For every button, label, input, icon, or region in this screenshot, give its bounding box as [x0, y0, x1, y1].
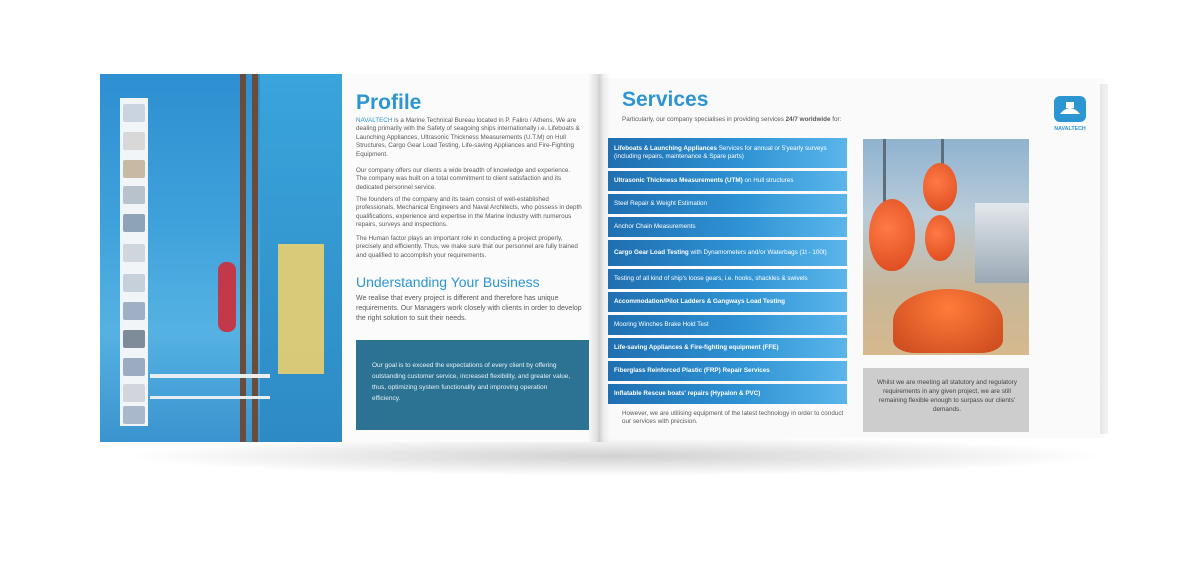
deck-railing — [150, 374, 270, 378]
book-spine — [588, 74, 610, 442]
navaltech-logo-text: NAVALTECH — [1054, 126, 1086, 132]
ccs-logo — [123, 214, 145, 232]
service-item: Lifeboats & Launching Appliances Services for annual or 5'yearly surveys (including repairs, maintenance & Spare parts) — [608, 138, 847, 168]
services-footer: However, we are utilising equipment of the latest technology in order to conduct our services with precision. — [622, 410, 844, 426]
ladder-rail-left — [240, 74, 246, 442]
goal-box — [356, 340, 589, 430]
bureau-veritas-logo — [123, 186, 145, 204]
goal-text: Our goal is to exceed the expectations of every client by offering outstanding customer service, increased flexibility, and greater value, thus, optimizing system functionality and improving operation efficiency. — [372, 362, 571, 402]
right-page — [597, 78, 1104, 438]
services-intro-bold: 24/7 worldwide — [785, 116, 831, 123]
lifeboat — [893, 289, 1003, 353]
page-edge — [1100, 84, 1108, 434]
cert-logo-1 — [123, 104, 145, 122]
service-item: Ultrasonic Thickness Measurements (UTM) on Hull structures — [608, 171, 847, 191]
navaltech-logo-icon — [1052, 94, 1088, 124]
deck-railing-lower — [150, 396, 270, 399]
profile-title: Profile — [356, 91, 422, 114]
service-item: Accommodation/Pilot Ladders & Gangways Load Testing — [608, 292, 847, 312]
cert-logo-11 — [123, 384, 145, 402]
service-item: Fiberglass Reinforced Plastic (FRP) Repair Services — [608, 361, 847, 381]
ladder-rail-right — [252, 74, 258, 442]
waterbag — [925, 215, 955, 261]
hull-panel — [278, 244, 324, 374]
abs-logo — [123, 132, 145, 150]
service-item: Life-saving Appliances & Fire-fighting equipment (FFE) — [608, 338, 847, 358]
service-item: Testing of all kind of ship's loose gears, i.e. hooks, shackles & swivels — [608, 269, 847, 289]
left-page — [100, 74, 597, 442]
services-intro-text: Particularly, our company specialises in providing services — [622, 116, 786, 123]
brochure-spread — [100, 74, 1100, 442]
cert-logo-6 — [123, 244, 145, 262]
profile-paragraph-1 — [356, 117, 582, 159]
brand-name-inline: NAVALTECH — [356, 117, 393, 124]
business-paragraph: We realise that every project is different and therefore has unique requirements. Our Managers work closely with clients in order to develop the right solution to suit their needs. — [356, 295, 582, 322]
cert-logo-7 — [123, 274, 145, 292]
statutory-text: Whilst we are meeting all statutory and regulatory requirements in any given project, we are still remaining flexible enough to surpass our clients' demands. — [877, 379, 1017, 413]
statutory-box — [863, 368, 1029, 432]
vessel — [975, 203, 1029, 283]
kr-logo — [123, 330, 145, 348]
profile-p1-text: is a Marine Technical Bureau located in P. Faliro / Athens. We are dealing primarily with the Safety of seagoing ships internationally i.e. Lifeboats & Launching Appliances, Ultrasonic Thickness Measurements (U.T.M) on Hull Structures, Cargo Gear Load Testing, Life-saving Appliances and Fire-Fighting Equipment. — [356, 117, 580, 158]
waterbag — [923, 163, 957, 211]
profile-paragraph-3: The founders of the company and its team consist of well-established professionals, Mechanical Engineers and Naval Architects, who possess in depth qualifications, experience and expertise in the Marine Industry with numerous repairs, surveys and inspections. — [356, 196, 582, 229]
services-intro-end: for: — [830, 116, 842, 123]
service-item: Cargo Gear Load Testing with Dynamometers and/or Waterbags (1t - 100t) — [608, 240, 847, 266]
service-item: Steel Repair & Weight Estimation — [608, 194, 847, 214]
lloyds-register-logo — [123, 358, 145, 376]
services-title: Services — [622, 88, 709, 111]
ship-climber-photo — [100, 74, 342, 442]
cert-logo-3 — [123, 160, 145, 178]
certification-logos — [120, 98, 148, 426]
iaclass-logo — [123, 302, 145, 320]
worker-figure — [218, 262, 236, 332]
service-item: Mooring Winches Brake Hold Test — [608, 315, 847, 335]
waterbag-lifeboat-photo — [863, 139, 1029, 355]
service-item: Anchor Chain Measurements — [608, 217, 847, 237]
service-item: Inflatable Rescue boats' repairs (Hypalon & PVC) — [608, 384, 847, 404]
waterbag — [869, 199, 915, 271]
cert-logo-12 — [123, 406, 145, 424]
services-intro — [622, 116, 854, 124]
business-title: Understanding Your Business — [356, 274, 540, 290]
profile-paragraph-2: Our company offers our clients a wide breadth of knowledge and experience. The company was built on a total commitment to client satisfaction and its dedicated personnel service. — [356, 167, 571, 191]
profile-paragraph-4: The Human factor plays an important role in conducting a project properly, precisely and efficiently. Thus, we make sure that our personnel are fully trained and qualified to accomplish your requirements. — [356, 235, 578, 259]
book-shadow — [120, 436, 1110, 476]
